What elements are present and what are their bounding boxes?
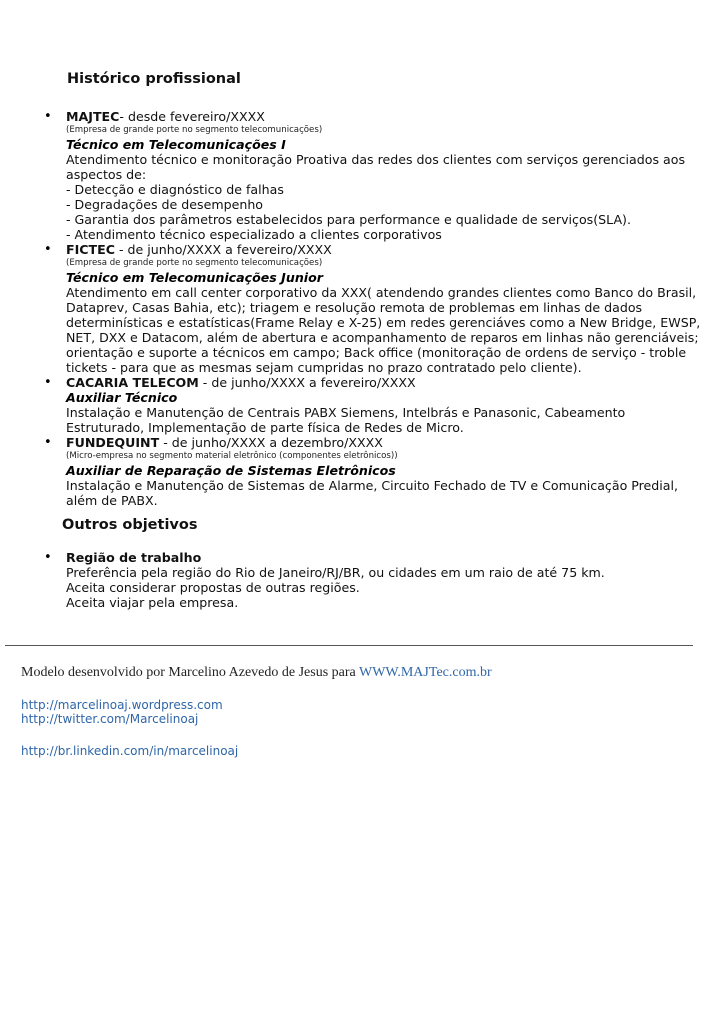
- wordpress-link[interactable]: http://marcelinoaj.wordpress.com: [21, 698, 223, 712]
- job-period: - de junho/XXXX a fevereiro/XXXX: [114, 242, 332, 257]
- bullet-icon: •: [44, 550, 52, 565]
- objective-item: [0, 550, 728, 610]
- job-line: - Atendimento técnico especializado a clientes corporativos: [66, 227, 442, 242]
- horizontal-divider: [5, 645, 693, 646]
- job-line: além de PABX.: [66, 493, 158, 508]
- job-role: Auxiliar de Reparação de Sistemas Eletrônicos: [66, 463, 396, 478]
- bullet-icon: •: [44, 109, 52, 124]
- job-item-majtec: [0, 109, 728, 242]
- footer-credit: [21, 665, 492, 681]
- job-line: - Degradações de desempenho: [66, 197, 264, 212]
- job-line: aspectos de:: [66, 167, 147, 182]
- objectives-list: [0, 550, 728, 610]
- job-role: Auxiliar Técnico: [66, 390, 178, 405]
- job-period: - desde fevereiro/XXXX: [119, 109, 265, 124]
- bullet-icon: •: [44, 242, 52, 257]
- objective-line: Aceita considerar propostas de outras regiões.: [66, 580, 360, 595]
- job-item-cacaria: [0, 375, 728, 435]
- objective-line: Preferência pela região do Rio de Janeiro/RJ/BR, ou cidades em um raio de até 75 km.: [66, 565, 605, 580]
- twitter-link[interactable]: http://twitter.com/Marcelinoaj: [21, 712, 199, 726]
- company-note: (Empresa de grande porte no segmento telecomunicações): [66, 258, 323, 268]
- job-role: Técnico em Telecomunicações I: [66, 137, 286, 152]
- job-line: - Garantia dos parâmetros estabelecidos para performance e qualidade de serviços(SLA).: [66, 212, 631, 227]
- company-name: FICTEC: [66, 242, 115, 257]
- objective-line: Aceita viajar pela empresa.: [66, 595, 239, 610]
- section-title-outros: Outros objetivos: [62, 517, 198, 533]
- job-period: - de junho/XXXX a dezembro/XXXX: [159, 435, 383, 450]
- job-line: Instalação e Manutenção de Sistemas de Alarme, Circuito Fechado de TV e Comunicação Predial,: [66, 478, 679, 493]
- job-list: [0, 109, 728, 508]
- bullet-icon: •: [44, 375, 52, 390]
- job-role: Técnico em Telecomunicações Junior: [66, 270, 323, 285]
- company-note: (Empresa de grande porte no segmento telecomunicações): [66, 125, 323, 135]
- job-line: - Detecção e diagnóstico de falhas: [66, 182, 284, 197]
- job-item-fictec: [0, 242, 728, 375]
- job-period: - de junho/XXXX a fevereiro/XXXX: [198, 375, 416, 390]
- job-item-fundequint: [0, 435, 728, 508]
- job-line: tickets - para que as mesmas sejam cumpridas no prazo contratado pelo cliente).: [66, 360, 582, 375]
- job-line: Atendimento em call center corporativo da XXX( atendendo grandes clientes como Banco do Brasil,: [66, 285, 697, 300]
- bullet-icon: •: [44, 435, 52, 450]
- company-name: MAJTEC: [66, 109, 120, 124]
- section-title-historico: Histórico profissional: [67, 71, 241, 87]
- job-line: orientação e suporte a técnicos em campo; Back office (monitoração de ordens de serviço - troble: [66, 345, 687, 360]
- company-name: FUNDEQUINT: [66, 435, 160, 450]
- site-link[interactable]: WWW.MAJTec.com.br: [359, 665, 492, 680]
- job-line: Instalação e Manutenção de Centrais PABX Siemens, Intelbrás e Panasonic, Cabeamento: [66, 405, 626, 420]
- job-line: Atendimento técnico e monitoração Proativa das redes dos clientes com serviços gerenciados aos: [66, 152, 686, 167]
- company-note: (Micro-empresa no segmento material eletrônico (componentes eletrônicos)): [66, 451, 398, 461]
- job-line: determinísticas e estatísticas(Frame Relay e X-25) em redes gerenciáves como a New Bridge, EWSP,: [66, 315, 701, 330]
- company-name: CACARIA TELECOM: [66, 375, 199, 390]
- footer-credit-text: Modelo desenvolvido por Marcelino Azevedo de Jesus para: [21, 665, 359, 680]
- objective-heading: Região de trabalho: [66, 550, 202, 565]
- job-line: Dataprev, Casas Bahia, etc); triagem e resolução remota de problemas em linhas de dados: [66, 300, 643, 315]
- job-line: Estruturado, Implementação de parte física de Redes de Micro.: [66, 420, 464, 435]
- linkedin-link[interactable]: http://br.linkedin.com/in/marcelinoaj: [21, 744, 239, 758]
- job-line: NET, DXX e Datacom, além de abertura e acompanhamento de reparos em linhas não gerenciáveis;: [66, 330, 699, 345]
